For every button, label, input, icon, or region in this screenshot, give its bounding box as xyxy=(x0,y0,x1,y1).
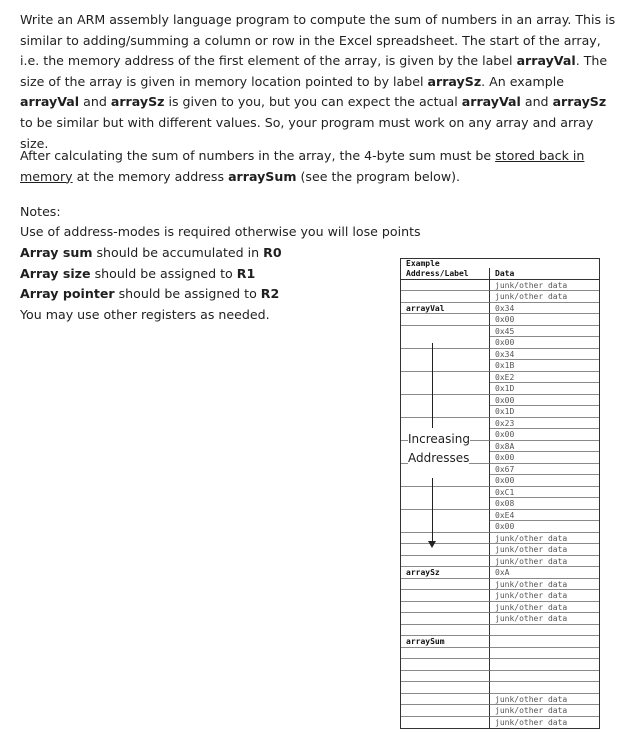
header-address-label: Address/Label xyxy=(401,268,490,279)
memory-data-cell: 0x00 xyxy=(490,452,599,464)
memory-data-cell: 0x23 xyxy=(490,418,599,430)
arrow-line xyxy=(432,478,433,542)
memory-label-cell xyxy=(401,372,490,384)
memory-header-row xyxy=(401,259,599,268)
memory-data-cell: junk/other data xyxy=(490,602,599,614)
memory-label-cell xyxy=(401,418,490,430)
memory-row xyxy=(401,395,599,407)
memory-data-cell: 0xE4 xyxy=(490,510,599,522)
memory-label-cell xyxy=(401,613,490,625)
memory-label-cell xyxy=(401,671,490,683)
memory-header-row xyxy=(401,268,599,280)
memory-row xyxy=(401,705,599,717)
note-other-registers: You may use other registers as needed. xyxy=(20,307,270,322)
memory-label-cell xyxy=(401,337,490,349)
memory-data-cell: 0x45 xyxy=(490,326,599,338)
memory-row xyxy=(401,475,599,487)
arrow-down-icon xyxy=(428,541,436,548)
note-array-size: Array size should be assigned to R1 xyxy=(20,266,256,281)
memory-row xyxy=(401,349,599,361)
memory-row xyxy=(401,682,599,694)
memory-label-cell xyxy=(401,590,490,602)
memory-label-cell xyxy=(401,498,490,510)
arrow-line xyxy=(432,343,433,428)
memory-data-cell: 0x00 xyxy=(490,429,599,441)
memory-row xyxy=(401,694,599,706)
memory-row xyxy=(401,671,599,683)
memory-data-cell: junk/other data xyxy=(490,705,599,717)
memory-row xyxy=(401,360,599,372)
memory-data-cell xyxy=(490,659,599,671)
memory-label-cell xyxy=(401,406,490,418)
memory-row xyxy=(401,613,599,625)
memory-rows xyxy=(401,280,599,729)
memory-label-cell xyxy=(401,625,490,637)
memory-data-cell: junk/other data xyxy=(490,579,599,591)
memory-label-cell: arrayVal xyxy=(401,303,490,315)
memory-data-cell: 0x00 xyxy=(490,395,599,407)
memory-label-cell xyxy=(401,717,490,729)
memory-label-cell xyxy=(401,602,490,614)
memory-data-cell xyxy=(490,625,599,637)
memory-row xyxy=(401,337,599,349)
memory-data-cell: 0x67 xyxy=(490,464,599,476)
memory-data-cell xyxy=(490,636,599,648)
memory-data-cell xyxy=(490,682,599,694)
memory-label-cell xyxy=(401,475,490,487)
memory-row xyxy=(401,579,599,591)
memory-label-cell xyxy=(401,521,490,533)
memory-row xyxy=(401,510,599,522)
memory-row xyxy=(401,498,599,510)
memory-data-cell: junk/other data xyxy=(490,590,599,602)
memory-label-cell xyxy=(401,648,490,660)
memory-row xyxy=(401,717,599,729)
memory-label-cell xyxy=(401,383,490,395)
memory-data-cell: 0x1D xyxy=(490,406,599,418)
memory-label-cell: arraySz xyxy=(401,567,490,579)
memory-data-cell: junk/other data xyxy=(490,694,599,706)
memory-row xyxy=(401,291,599,303)
memory-data-cell: 0xC1 xyxy=(490,487,599,499)
memory-data-cell: 0x00 xyxy=(490,314,599,326)
memory-data-cell: 0x08 xyxy=(490,498,599,510)
addresses-label: Addresses xyxy=(408,451,470,465)
memory-row xyxy=(401,383,599,395)
memory-data-cell xyxy=(490,671,599,683)
memory-label-cell xyxy=(401,280,490,292)
memory-label-cell xyxy=(401,487,490,499)
memory-data-cell: junk/other data xyxy=(490,291,599,303)
memory-label-cell xyxy=(401,544,490,556)
memory-data-cell: 0x00 xyxy=(490,475,599,487)
memory-data-cell: 0x34 xyxy=(490,303,599,315)
memory-data-cell: 0x1B xyxy=(490,360,599,372)
memory-data-cell: junk/other data xyxy=(490,533,599,545)
memory-data-cell: junk/other data xyxy=(490,280,599,292)
memory-label-cell xyxy=(401,705,490,717)
header-data: Data xyxy=(495,269,515,278)
increasing-label: Increasing xyxy=(408,432,470,446)
memory-data-cell: 0xE2 xyxy=(490,372,599,384)
note-address-modes: Use of address-modes is required otherwise you will lose points xyxy=(20,224,421,239)
memory-label-cell xyxy=(401,533,490,545)
memory-data-cell xyxy=(490,648,599,660)
memory-data-cell: 0xA xyxy=(490,567,599,579)
memory-table xyxy=(400,258,600,729)
memory-row xyxy=(401,280,599,292)
memory-row xyxy=(401,418,599,430)
memory-data-cell: 0x00 xyxy=(490,521,599,533)
memory-label-cell xyxy=(401,291,490,303)
memory-label-cell xyxy=(401,314,490,326)
memory-row xyxy=(401,487,599,499)
memory-label-cell xyxy=(401,682,490,694)
memory-row xyxy=(401,648,599,660)
memory-data-cell: 0x34 xyxy=(490,349,599,361)
memory-row xyxy=(401,556,599,568)
memory-row xyxy=(401,314,599,326)
note-array-pointer: Array pointer should be assigned to R2 xyxy=(20,286,280,301)
memory-data-cell: 0x1D xyxy=(490,383,599,395)
memory-row xyxy=(401,567,599,579)
memory-data-cell: junk/other data xyxy=(490,556,599,568)
memory-label-cell xyxy=(401,395,490,407)
note-array-sum: Array sum should be accumulated in R0 xyxy=(20,245,282,260)
memory-data-cell: junk/other data xyxy=(490,544,599,556)
memory-row xyxy=(401,590,599,602)
memory-data-cell: junk/other data xyxy=(490,613,599,625)
memory-data-cell: junk/other data xyxy=(495,717,568,727)
memory-label-cell xyxy=(401,579,490,591)
memory-row xyxy=(401,326,599,338)
memory-data-cell: 0x8A xyxy=(490,441,599,453)
memory-label-cell xyxy=(401,510,490,522)
memory-label-cell xyxy=(401,694,490,706)
memory-row xyxy=(401,659,599,671)
memory-label-cell xyxy=(401,349,490,361)
memory-row xyxy=(401,372,599,384)
memory-label-cell xyxy=(401,659,490,671)
memory-label-cell xyxy=(401,556,490,568)
memory-label-cell xyxy=(401,326,490,338)
store-sum-paragraph: After calculating the sum of numbers in the array, the 4-byte sum must be stored back in memory at the memory address arraySum (see the program below). xyxy=(20,148,585,184)
memory-label-cell: arraySum xyxy=(401,636,490,648)
memory-row xyxy=(401,602,599,614)
notes-heading: Notes: xyxy=(20,204,61,219)
memory-label-cell xyxy=(401,360,490,372)
memory-row xyxy=(401,636,599,648)
memory-data-cell: 0x00 xyxy=(490,337,599,349)
memory-row xyxy=(401,303,599,315)
memory-row xyxy=(401,406,599,418)
header-example: Example xyxy=(406,259,440,268)
memory-row xyxy=(401,625,599,637)
memory-row xyxy=(401,521,599,533)
intro-paragraph: Write an ARM assembly language program to compute the sum of numbers in an array. This is similar to adding/summing a column or row in the Excel spreadsheet. The start of the array, i.e. the memory address of the first element of the array, is given by the label arrayVal. The size of the array is given in memory location pointed to by label arraySz. An example arrayVal and arraySz is given to you, but you can expect the actual arrayVal and arraySz to be similar but with different values. So, your program must work on any array and array size. xyxy=(20,12,616,151)
